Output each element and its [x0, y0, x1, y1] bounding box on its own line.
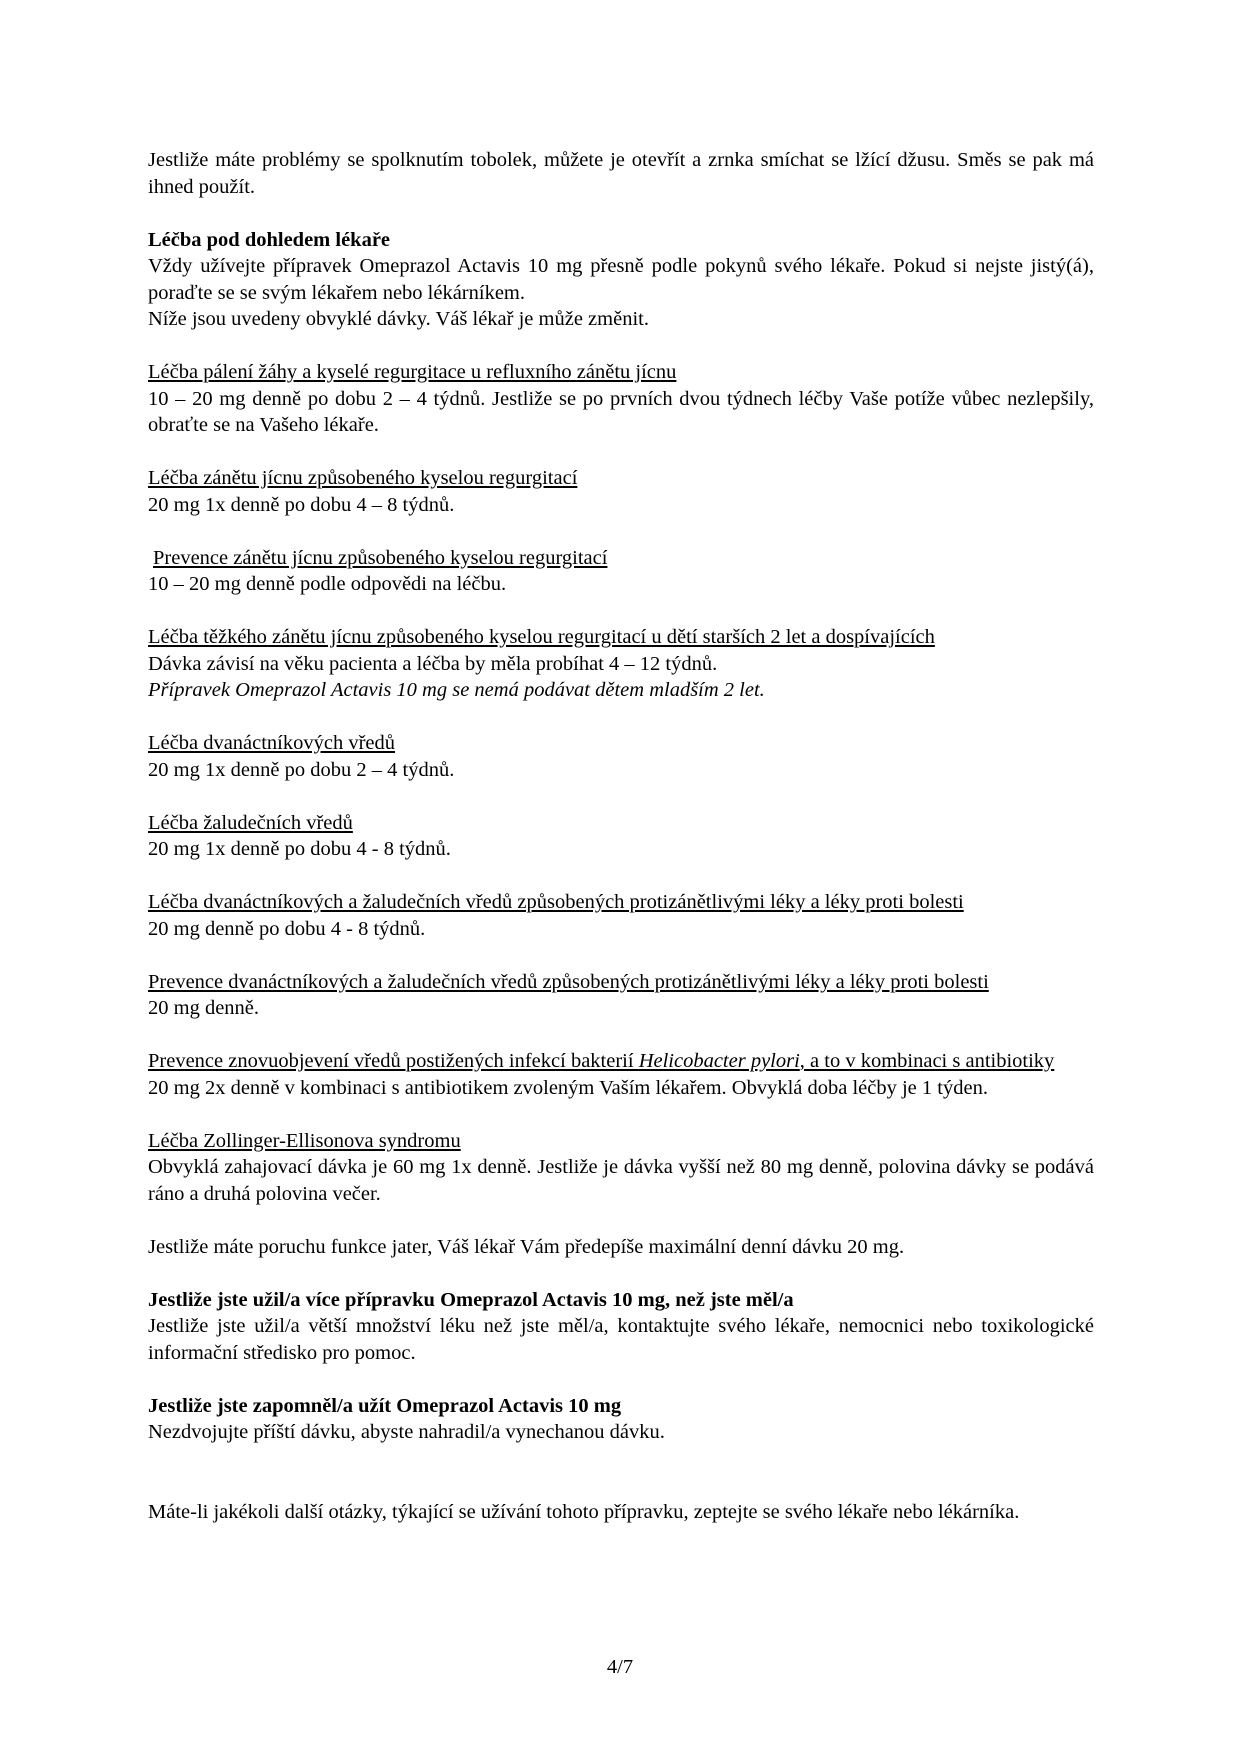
section-children: [148, 624, 1094, 704]
supervision-heading: Léčba pod dohledem lékaře: [148, 228, 391, 251]
supervision-text: Vždy užívejte přípravek Omeprazol Actavis 10 mg přesně podle pokynů svého lékaře. Pokud si nejste jistý(á), poraďte se se svým lékařem nebo lékárníkem.: [148, 255, 1094, 304]
section-text: 10 – 20 mg denně podle odpovědi na léčbu.: [148, 573, 507, 595]
section-heading: Léčba zánětu jícnu způsobeného kyselou regurgitací: [148, 467, 578, 489]
overdose-block: [148, 1287, 1094, 1367]
section-text: Obvyklá zahajovací dávka je 60 mg 1x denně. Jestliže je dávka vyšší než 80 mg denně, polovina dávky se podává ráno a druhá polovina večer.: [148, 1156, 1094, 1205]
section-esophagitis-prevention: [148, 545, 1094, 598]
section-heading: Prevence zánětu jícnu způsobeného kyselou regurgitací: [153, 546, 608, 569]
page-number: 4/7: [606, 1656, 634, 1678]
questions-block: [148, 1499, 1094, 1526]
missed-dose-block: [148, 1393, 1094, 1446]
section-gastric-ulcers: [148, 810, 1094, 863]
section-heading: Léčba Zollinger-Ellisonova syndromu: [148, 1129, 461, 1152]
supervision-block: [148, 227, 1094, 333]
section-reflux: [148, 359, 1094, 439]
section-note: Přípravek Omeprazol Actavis 10 mg se nemá podávat dětem mladším 2 let.: [148, 679, 765, 701]
intro-block: [148, 147, 1094, 200]
section-text: 20 mg 1x denně po dobu 4 – 8 týdnů.: [148, 493, 455, 516]
section-helicobacter: [148, 1048, 1094, 1101]
section-heading: Léčba pálení žáhy a kyselé regurgitace u refluxního zánětu jícnu: [148, 361, 677, 383]
heading-italic: Helicobacter pylori: [638, 1050, 800, 1072]
questions-text: Máte-li jakékoli další otázky, týkající se užívání tohoto přípravku, zeptejte se svého lékaře nebo lékárníka.: [148, 1500, 1020, 1523]
section-heading: Léčba žaludečních vředů: [148, 811, 353, 834]
section-text: 20 mg 1x denně po dobu 4 - 8 týdnů.: [148, 838, 451, 860]
section-text: 20 mg denně po dobu 4 - 8 týdnů.: [148, 917, 426, 940]
section-text: 10 – 20 mg denně po dobu 2 – 4 týdnů. Jestliže se po prvních dvou týdnech léčby Vaše potíže vůbec nezlepšily, obraťte se na Vašeho lékaře.: [148, 387, 1094, 436]
overdose-heading: Jestliže jste užil/a více přípravku Omeprazol Actavis 10 mg, než jste měl/a: [148, 1288, 794, 1311]
section-heading: Léčba těžkého zánětu jícnu způsobeného kyselou regurgitací u dětí starších 2 let a dospívajících: [148, 626, 935, 648]
section-heading: Léčba dvanáctníkových a žaludečních vředů způsobených protizánětlivými léky a léky proti bolesti: [148, 891, 964, 913]
document-page: [148, 147, 1094, 1552]
section-text: 20 mg 1x denně po dobu 2 – 4 týdnů.: [148, 758, 455, 781]
overdose-text: Jestliže jste užil/a větší množství léku než jste měl/a, kontaktujte svého lékaře, nemocnici nebo toxikologické informační středisko pro pomoc.: [148, 1315, 1094, 1364]
section-esophagitis-treatment: [148, 465, 1094, 518]
intro-text: Jestliže máte problémy se spolknutím tobolek, můžete je otevřít a zrnka smíchat se lžící džusu. Směs se pak má ihned použít.: [148, 149, 1094, 198]
section-text: 20 mg 2x denně v kombinaci s antibiotikem zvoleným Vaším lékařem. Obvyklá doba léčby je 1 týden.: [148, 1076, 988, 1099]
heading-part1: Prevence znovuobjevení vředů postižených infekcí bakterií: [148, 1050, 639, 1072]
liver-text: Jestliže máte poruchu funkce jater, Váš lékař Vám předepíše maximální denní dávku 20 mg.: [148, 1235, 905, 1258]
section-text: Dávka závisí na věku pacienta a léčba by měla probíhat 4 – 12 týdnů.: [148, 652, 718, 675]
section-heading: Léčba dvanáctníkových vředů: [148, 732, 396, 754]
missed-text: Nezdvojujte příští dávku, abyste nahradil/a vynechanou dávku.: [148, 1421, 665, 1443]
section-heading: Prevence dvanáctníkových a žaludečních vředů způsobených protizánětlivými léky a léky proti bolesti: [148, 970, 989, 993]
liver-block: [148, 1234, 1094, 1261]
missed-heading: Jestliže jste zapomněl/a užít Omeprazol Actavis 10 mg: [148, 1394, 622, 1417]
section-nsaid-ulcers-treatment: [148, 889, 1094, 942]
section-nsaid-ulcers-prevention: [148, 969, 1094, 1022]
supervision-note: Níže jsou uvedeny obvyklé dávky. Váš lékař je může změnit.: [148, 308, 649, 330]
section-duodenal-ulcers: [148, 730, 1094, 783]
heading-part2: , a to v kombinaci s antibiotiky: [799, 1050, 1055, 1072]
section-heading: [148, 1048, 1094, 1075]
section-zollinger: [148, 1128, 1094, 1208]
section-text: 20 mg denně.: [148, 997, 260, 1019]
